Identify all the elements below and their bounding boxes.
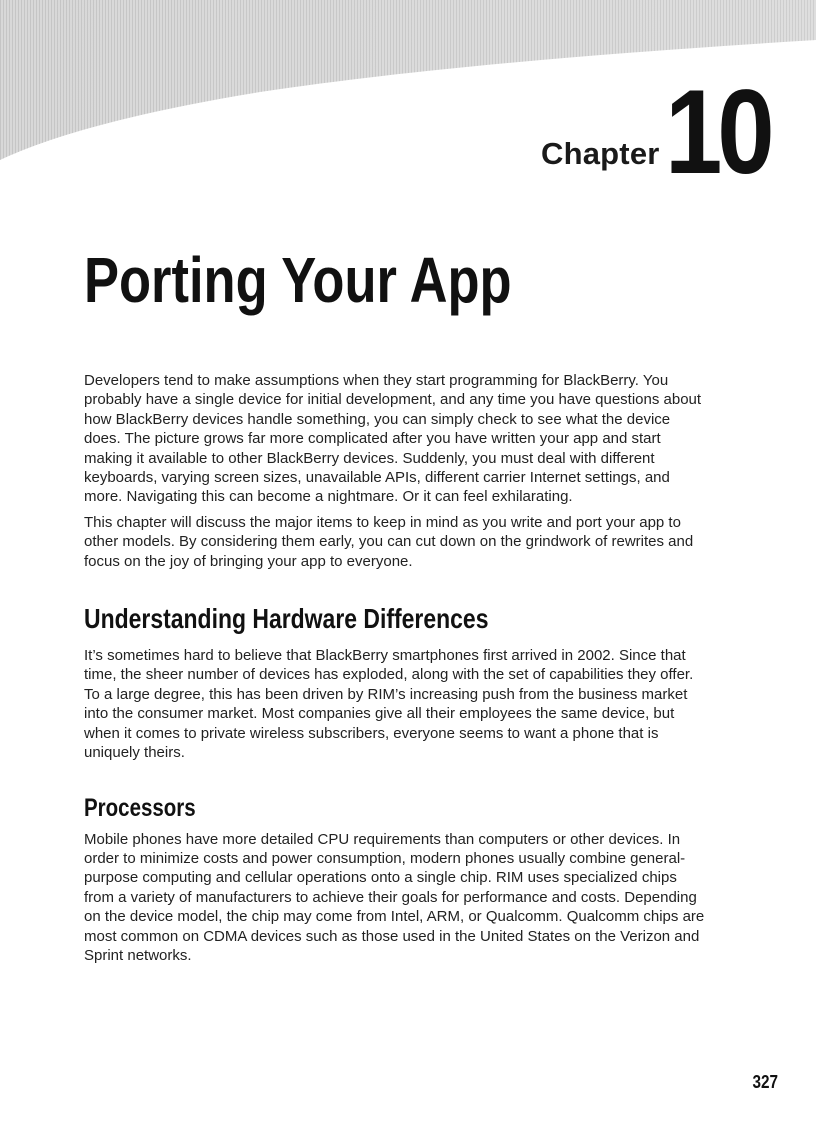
intro-paragraph-2: This chapter will discuss the major items to keep in mind as you write and port your app to other models. By considering them early, you can cut down on the grindwork of rewrites and focus on the joy of bringing your app to everyone. — [84, 513, 694, 570]
section-heading-hardware: Understanding Hardware Differences — [84, 603, 489, 635]
chapter-body — [84, 371, 708, 965]
page-title: Porting Your App — [84, 244, 512, 316]
chapter-label: Chapter — [541, 136, 660, 171]
page-number: 327 — [752, 1072, 778, 1092]
hardware-paragraph: It’s sometimes hard to believe that BlackBerry smartphones first arrived in 2002. Since that time, the sheer number of devices has exploded, along with the set of capabilities they offer. To a large degree, this has been driven by RIM’s increasing push from the business market into the consumer market. Most companies give all their employees the same device, but when it comes to private wireless subscribers, everyone seems to want a phone that is uniquely theirs. — [84, 647, 694, 762]
intro-paragraph-1: Developers tend to make assumptions when they start programming for BlackBerry. You probably have a single device for initial development, and any time you have questions about how BlackBerry devices handle something, you can simply check to see what the device does. The picture grows far more complicated after you have written your app and start making it available to other BlackBerry devices. Suddenly, you must deal with different keyboards, varying screen sizes, unavailable APIs, different carrier Internet settings, and more. Navigating this can become a nightmare. Or it can feel exhilarating. — [84, 372, 702, 506]
section-heading-processors: Processors — [84, 793, 196, 822]
chapter-number: 10 — [665, 65, 770, 199]
processors-paragraph: Mobile phones have more detailed CPU requirements than computers or other devices. In order to minimize costs and power consumption, modern phones usually combine general-purpose computing and cellular operations onto a single chip. RIM uses specialized chips from a variety of manufacturers to achieve their goals for performance and costs. Depending on the device model, the chip may come from Intel, ARM, or Qualcomm. Qualcomm chips are most common on CDMA devices such as those used in the United States on the Verizon and Sprint networks. — [84, 830, 705, 964]
